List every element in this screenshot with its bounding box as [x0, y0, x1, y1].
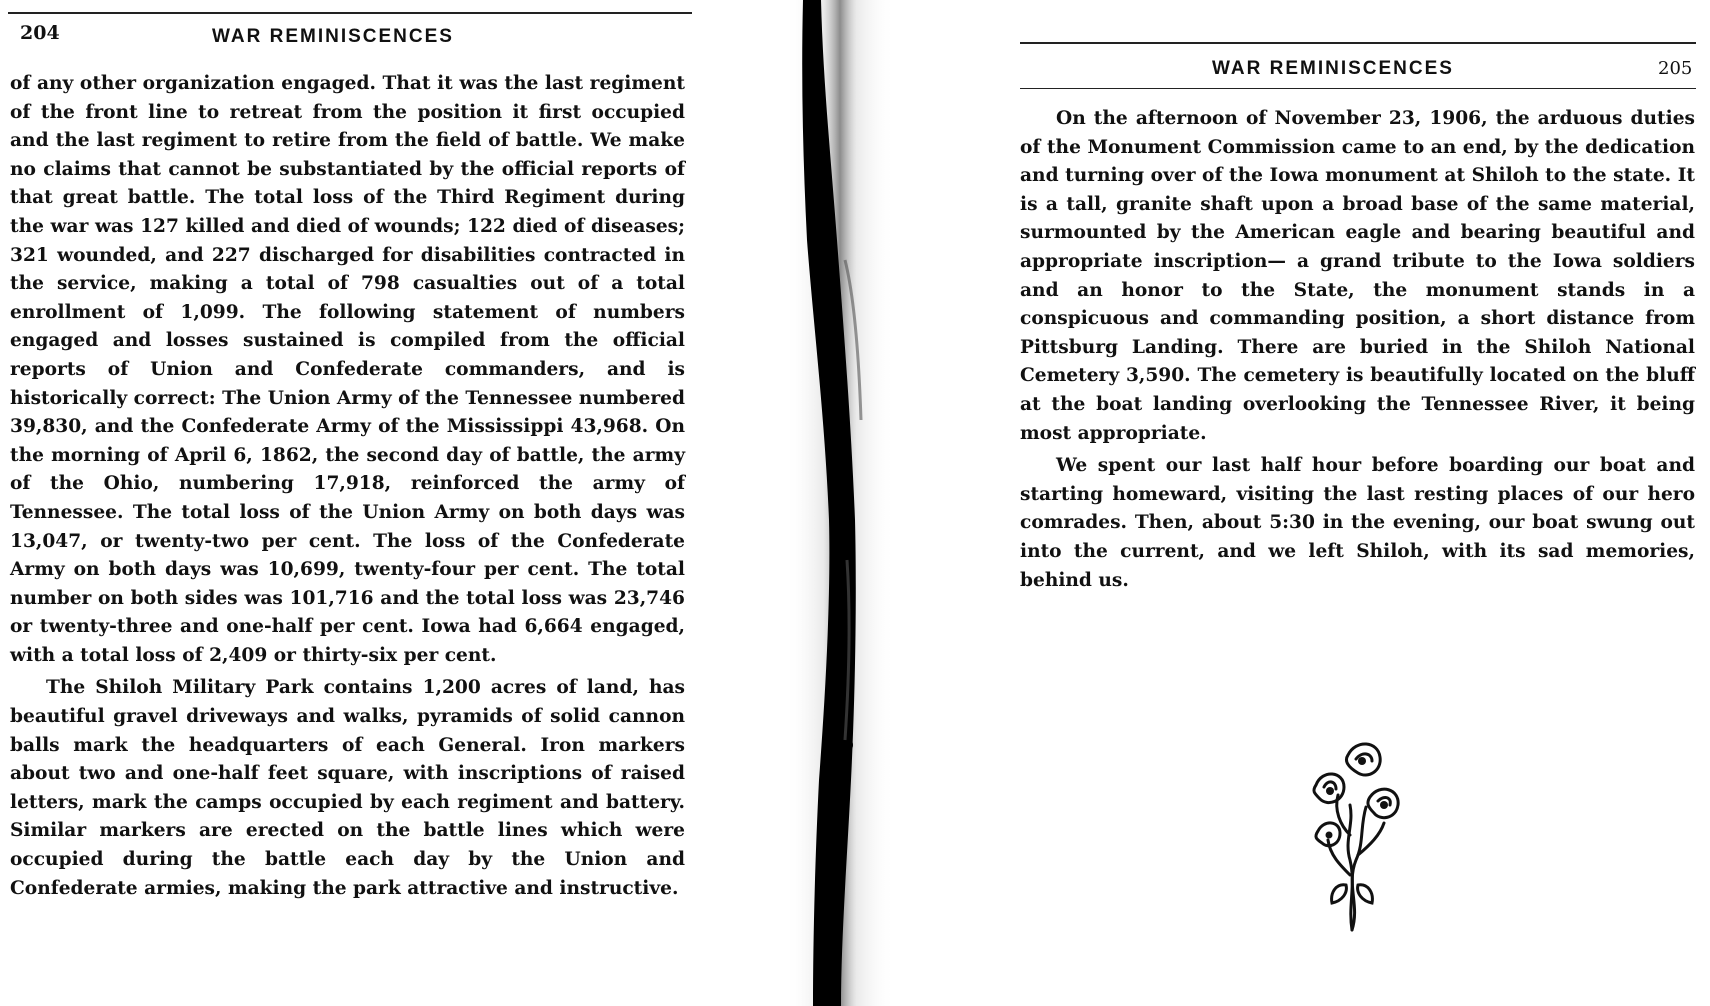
left-header-rule	[8, 12, 692, 14]
right-header-rule-top	[1020, 42, 1696, 44]
flower-ornament-icon	[1300, 735, 1415, 935]
left-page-text	[10, 70, 685, 903]
left-running-head: WAR REMINISCENCES	[212, 26, 454, 47]
right-paragraph-2: We spent our last half hour before boarding our boat and starting homeward, visiting the last resting places of our hero comrades. Then, about 5:30 in the evening, our boat swung out into the current, and we left Shiloh, with its sad memories, behind us.	[1020, 455, 1695, 591]
right-page-number: 205	[1658, 58, 1693, 79]
left-paragraph-1: of any other organization engaged. That it was the last regiment of the front line to retreat from the position it first occupied and the last regiment to retire from the field of battle. We make no claims that cannot be substantiated by the official reports of that great battle. The total loss of the Third Regiment during the war was 127 killed and died of wounds; 122 died of diseases; 321 wounded, and 227 discharged for disabilities contracted in the service, making a total of 798 casualties out of a total enrollment of 1,099. The following statement of numbers engaged and losses sustained is compiled from the official reports of Union and Confederate commanders, and is historically correct: The Union Army of the Tennessee numbered 39,830, and the Confederate Army of the Mississippi 43,968. On the morning of April 6, 1862, the second day of battle, the army of the Ohio, numbering 17,918, reinforced the army of Tennessee. The total loss of the Union Army on both days was 13,047, or twenty-two per cent. The loss of the Confederate Army on both days was 10,699, twenty-four per cent. The total number on both sides was 101,716 and the total loss was 23,746 or twenty-three and one-half per cent. Iowa had 6,664 engaged, with a total loss of 2,409 or thirty-six per cent.	[10, 73, 686, 666]
right-running-head: WAR REMINISCENCES	[1212, 58, 1454, 79]
book-binding-gutter	[785, 0, 895, 1006]
right-page-text	[1020, 105, 1695, 595]
right-paragraph-1: On the afternoon of November 23, 1906, the arduous duties of the Monument Commission came to an end, by the dedication and turning over of the Iowa monument at Shiloh to the state. It is a tall, granite shaft upon a broad base of the same material, surmounted by the American eagle and bearing beautiful and appropriate inscription— a grand tribute to the Iowa soldiers and an honor to the State, the monument stands in a conspicuous and commanding position, a short distance from Pittsburg Landing. There are buried in the Shiloh National Cemetery 3,590. The cemetery is beautifully located on the bluff at the boat landing overlooking the Tennessee River, it being most appropriate.	[1020, 108, 1695, 444]
left-page-number: 204	[20, 22, 60, 44]
left-paragraph-2: The Shiloh Military Park contains 1,200 acres of land, has beautiful gravel driveways and walks, pyramids of solid cannon balls mark the headquarters of each General. Iron markers about two and one-half feet square, with inscriptions of raised letters, mark the camps occupied by each regiment and battery. Similar markers are erected on the battle lines which were occupied during the battle each day by the Union and Confederate armies, making the park attractive and instructive.	[10, 677, 685, 899]
right-header-rule-bottom	[1020, 88, 1696, 89]
